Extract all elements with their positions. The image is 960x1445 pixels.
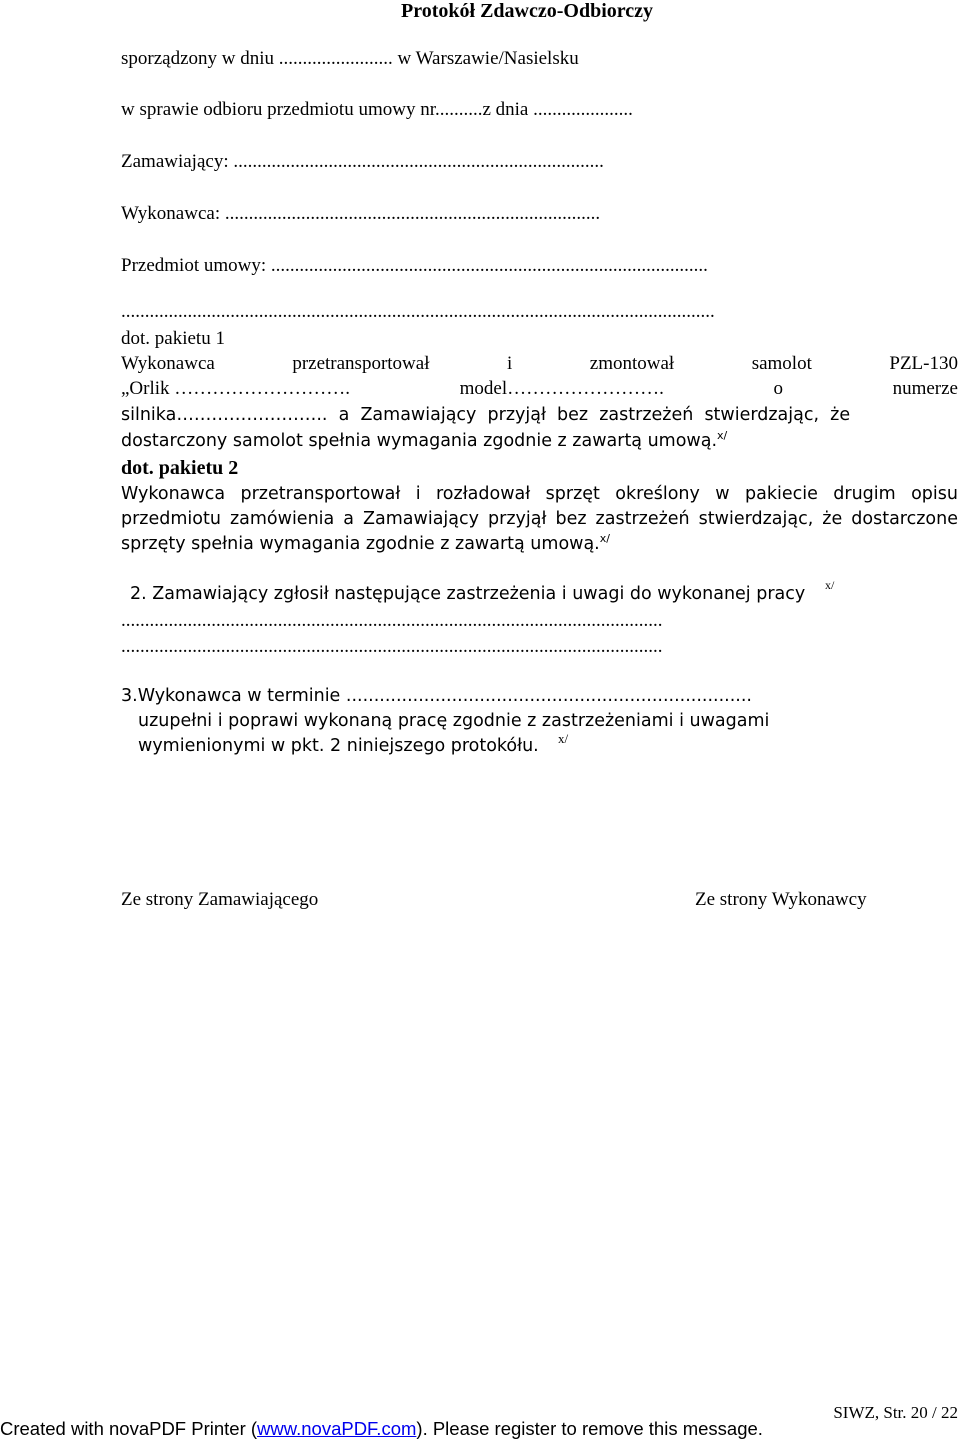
- word: o: [773, 378, 783, 399]
- signature-ordering-party: Ze strony Zamawiającego: [121, 889, 319, 910]
- subject-continuation: .............................................................................................................................: [121, 301, 715, 322]
- date-line: sporządzony w dniu ........................ w Warszawie/Nasielsku: [121, 48, 579, 69]
- word: PZL-130: [889, 353, 958, 374]
- package1-row4-text: dostarczony samolot spełnia wymagania zgodnie z zawartą umową.: [121, 431, 718, 451]
- ordering-party-line: Zamawiający: ..............................................................................: [121, 151, 604, 172]
- package2-heading: dot. pakietu 2: [121, 457, 239, 479]
- document-title: Protokół Zdawczo-Odbiorczy: [401, 0, 654, 22]
- package2-text: Wykonawca przetransportował i rozładował sprzęt określony w pakiecie drugim opisu przedmiotu zamówienia a Zamawiający przyjął bez zastrzeżeń stwierdzając, że dostarczone sprzęty spełnia wymagania zgodnie z zawartą umową.: [121, 484, 958, 554]
- printer-watermark-note: [0, 1418, 763, 1440]
- contractor-line: Wykonawca: ...............................................................................: [121, 203, 601, 224]
- footnote-mark: x/: [599, 532, 610, 546]
- deadline-line-3: [138, 736, 539, 756]
- remarks-heading: [130, 584, 805, 604]
- word: Wykonawca: [121, 353, 215, 374]
- subject-line: Przedmiot umowy: ............................................................................................: [121, 255, 708, 276]
- remarks-dots-2: ..................................................................................................................: [121, 636, 663, 657]
- novapdf-link[interactable]: www.novaPDF.com: [257, 1418, 417, 1439]
- package1-row1: [121, 353, 958, 375]
- package1-row3: silnika…………………….. a Zamawiający przyjął bez zastrzeżeń stwierdzając, że: [121, 405, 851, 425]
- footer-suffix: ). Please register to remove this message.: [416, 1418, 763, 1439]
- word: „Orlik ……………………….: [121, 378, 351, 399]
- footnote-mark: x/: [825, 578, 835, 592]
- word: samolot: [751, 353, 812, 374]
- footnote-mark: x/: [717, 429, 728, 443]
- package2-paragraph: [121, 482, 958, 557]
- signature-contractor: Ze strony Wykonawcy: [695, 889, 867, 910]
- word: zmontował: [589, 353, 675, 374]
- package1-row2: [121, 378, 958, 400]
- package1-heading: dot. pakietu 1: [121, 328, 225, 349]
- word: numerze: [892, 378, 958, 399]
- word: i: [506, 353, 513, 374]
- word: przetransportował: [292, 353, 430, 374]
- deadline-line-3-text: wymienionymi w pkt. 2 niniejszego protokółu.: [138, 736, 539, 756]
- footnote-mark: x/: [558, 731, 569, 746]
- deadline-line-2: uzupełni i poprawi wykonaną pracę zgodnie z zastrzeżeniami i uwagami: [138, 711, 770, 731]
- remarks-dots-1: ..................................................................................................................: [121, 610, 663, 631]
- word: model…………………….: [459, 378, 664, 399]
- page-number: SIWZ, Str. 20 / 22: [833, 1403, 958, 1422]
- footer-prefix: Created with novaPDF Printer (: [0, 1418, 258, 1439]
- remarks-heading-text: 2. Zamawiający zgłosił następujące zastrzeżenia i uwagi do wykonanej pracy: [130, 584, 806, 604]
- contract-line: w sprawie odbioru przedmiotu umowy nr..........z dnia .....................: [121, 99, 633, 120]
- deadline-line-1: 3.Wykonawca w terminie .........................................................................: [121, 686, 752, 706]
- package1-row4: [121, 431, 727, 451]
